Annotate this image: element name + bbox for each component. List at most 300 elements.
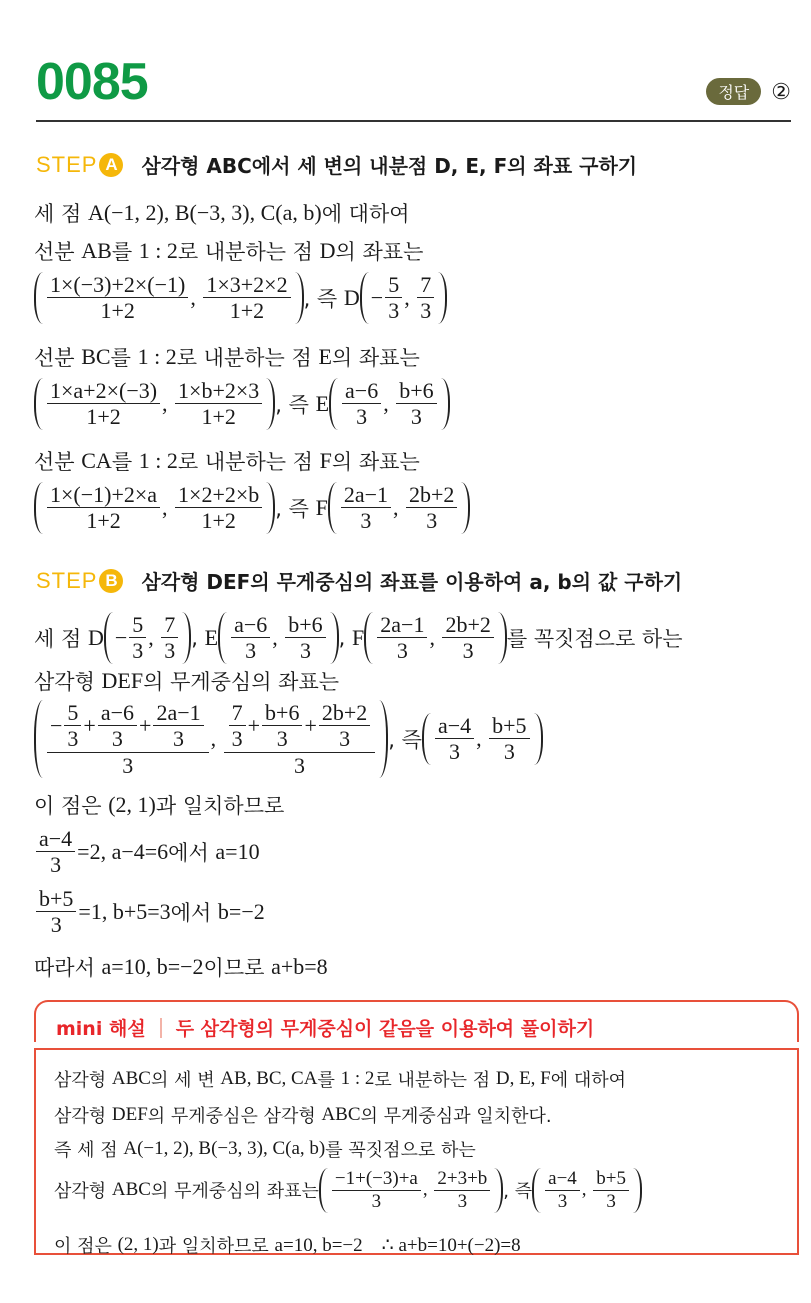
math-text: − [50, 713, 63, 739]
fraction [64, 700, 81, 752]
step-letter-badge: A [99, 153, 123, 177]
text: 삼각형 [54, 1070, 112, 1091]
fraction [47, 482, 160, 534]
math-text: E [315, 390, 330, 416]
numerator [47, 482, 160, 508]
paren-content [339, 482, 460, 534]
denominator [455, 1191, 471, 1213]
math-text: 1×a+2×(−3) [50, 378, 158, 403]
denominator [357, 508, 374, 533]
math-text: 5 [388, 272, 400, 297]
math-text: − [370, 284, 384, 310]
denominator [109, 726, 126, 751]
numerator [417, 272, 434, 298]
math-text: 5 [132, 612, 144, 637]
text: 세 점 [34, 626, 88, 651]
math-text: , [210, 725, 222, 751]
math-text: E [318, 344, 332, 369]
math-text: 3 [420, 298, 432, 324]
math-text: 5 [67, 700, 79, 725]
left-paren [34, 482, 43, 534]
left-paren [328, 482, 337, 534]
math-text: F [352, 624, 365, 650]
text-line [34, 482, 470, 534]
math-text: 3 [457, 1190, 468, 1212]
math-text: 3 [503, 739, 515, 765]
math-text: , [422, 1179, 433, 1201]
text: 에 대하여 [321, 202, 410, 226]
fraction [377, 612, 427, 664]
denominator [229, 726, 246, 751]
numerator [36, 886, 76, 912]
text: , 즉 [275, 392, 316, 417]
math-text: , [404, 284, 416, 310]
math-text: 2+3+b [437, 1168, 488, 1189]
fraction [36, 826, 75, 878]
text: 의 좌표는 [331, 346, 420, 370]
left-paren [34, 700, 43, 778]
step-label: STEP [36, 151, 98, 177]
denominator [161, 638, 178, 663]
math-text: ABC [321, 1104, 361, 1125]
denominator [227, 298, 267, 323]
text: 에서 [170, 900, 218, 925]
math-text: , [476, 725, 488, 751]
denominator [274, 726, 291, 751]
math-text: 1+2 [86, 404, 121, 430]
right-paren [438, 272, 447, 324]
text: 의 좌표는 [335, 240, 424, 264]
math-text: E [204, 624, 219, 650]
text-line [34, 446, 420, 476]
denominator [417, 298, 434, 323]
fraction [229, 700, 246, 752]
denominator [501, 739, 518, 764]
denominator [394, 638, 411, 663]
text: 로 내분하는 점 [177, 450, 320, 474]
parenthesized [364, 612, 507, 664]
math-text: −1+(−3)+a [334, 1168, 418, 1189]
right-paren [494, 1168, 503, 1213]
denominator [170, 726, 187, 751]
numerator [262, 700, 302, 726]
numerator [229, 700, 246, 726]
math-text: 3 [164, 638, 176, 664]
math-text: 1 : 2 [137, 344, 177, 369]
parenthesized [34, 378, 275, 430]
numerator [224, 700, 376, 753]
math-text: 2b+2 [445, 612, 491, 637]
numerator [377, 612, 427, 638]
fraction [175, 378, 262, 430]
denominator [353, 404, 370, 429]
math-text: DEF [101, 668, 144, 693]
fraction [435, 713, 474, 765]
math-text: 1 : 2 [340, 1068, 375, 1089]
numerator [36, 826, 75, 852]
math-text: a=10, b=−2 ∴ a+b=10+(−2)=8 [274, 1234, 521, 1256]
text: 과 일치하므로 [158, 1236, 275, 1257]
step-title: 삼각형 DEF의 무게중심의 좌표를 이용하여 a, b의 값 구하기 [141, 570, 683, 594]
fraction [203, 272, 290, 324]
text: 로 내분하는 점 [374, 1070, 496, 1091]
paren-content [115, 612, 180, 664]
math-text: 2b+2 [409, 482, 455, 507]
denominator [47, 852, 64, 877]
right-paren [266, 378, 275, 430]
step-b-heading [36, 566, 682, 595]
denominator [48, 912, 65, 937]
text-line [34, 700, 543, 778]
text: 과 일치하므로 [155, 794, 285, 818]
math-text: 3 [67, 726, 79, 752]
math-text: D [343, 284, 360, 310]
right-paren [295, 272, 304, 324]
text-line [34, 378, 450, 430]
text-line [54, 1136, 476, 1162]
math-text: 1+2 [86, 508, 121, 534]
math-text: , [162, 494, 174, 520]
text: 의 좌표는 [331, 450, 420, 474]
text: 의 무게중심과 일치한다. [360, 1106, 552, 1127]
math-text: + [83, 713, 96, 739]
math-text: − [114, 624, 128, 650]
math-text: b+6 [288, 612, 323, 637]
numerator [129, 612, 146, 638]
parenthesized [218, 612, 339, 664]
math-text: a−6 [100, 700, 135, 725]
denominator [385, 298, 402, 323]
fraction [332, 1168, 421, 1213]
fraction [341, 482, 391, 534]
text: 를 [111, 450, 139, 474]
text: 이 점은 [34, 794, 109, 818]
mini-header [56, 1014, 594, 1041]
numerator [593, 1168, 629, 1191]
denominator [242, 638, 259, 663]
math-text: AB, BC, CA [220, 1068, 318, 1089]
paren-content [330, 1168, 492, 1213]
math-text: (2, 1) [108, 792, 156, 817]
math-text: 3 [299, 638, 311, 664]
right-paren [441, 378, 450, 430]
left-paren [218, 612, 227, 664]
math-text: 1 : 2 [138, 448, 178, 473]
fraction [442, 612, 493, 664]
math-text: 2a−1 [343, 482, 389, 507]
numerator [175, 378, 262, 404]
math-text: A(−1, 2), B(−3, 3), C(a, b) [123, 1138, 326, 1159]
math-text: 2b+2 [321, 700, 368, 725]
text-line [34, 886, 265, 938]
math-text: 3 [426, 508, 438, 534]
math-text: 3 [339, 726, 351, 752]
math-text: 1×3+2×2 [206, 272, 288, 297]
fraction [593, 1168, 629, 1213]
right-paren [379, 700, 388, 778]
text: , [191, 625, 205, 650]
text: 를 [317, 1070, 341, 1091]
left-paren [360, 272, 369, 324]
text: 를 꼭짓점으로 하는 [506, 626, 683, 651]
math-text: 7 [164, 612, 176, 637]
math-text: + [247, 713, 261, 739]
math-text: F [319, 448, 332, 473]
math-text: 3 [111, 726, 123, 752]
right-paren [498, 612, 507, 664]
parenthesized [329, 378, 450, 430]
numerator [385, 272, 402, 298]
denominator [64, 726, 81, 751]
left-paren [532, 1168, 541, 1213]
parenthesized [360, 272, 447, 324]
text: 삼각형 [54, 1106, 112, 1127]
text-line [54, 1168, 642, 1213]
text-line [34, 826, 260, 878]
math-group [227, 700, 373, 752]
numerator [545, 1168, 580, 1191]
numerator [203, 272, 290, 298]
text-line [34, 790, 284, 820]
left-paren [329, 378, 338, 430]
left-paren [364, 612, 373, 664]
mini-separator [160, 1018, 162, 1038]
fraction [224, 700, 376, 778]
math-text: 7 [420, 272, 432, 297]
numerator [489, 713, 529, 739]
math-text: , [429, 624, 441, 650]
math-text: ABC [111, 1068, 151, 1089]
math-text: 3 [449, 739, 461, 765]
numerator [435, 713, 474, 739]
math-text: a−6 [345, 378, 379, 403]
parenthesized [34, 700, 388, 778]
math-text: a+b=8 [271, 954, 328, 979]
math-text: 3 [276, 726, 288, 752]
parenthesized [328, 482, 471, 534]
denominator [198, 508, 238, 533]
denominator [97, 298, 137, 323]
fraction [406, 482, 457, 534]
math-text: BC [81, 344, 111, 369]
left-paren [34, 272, 43, 324]
text: 즉 세 점 [54, 1140, 124, 1161]
text: , 즉 [275, 496, 316, 521]
denominator [297, 638, 314, 663]
right-paren [330, 612, 339, 664]
math-text: 3 [462, 638, 474, 664]
right-paren [266, 482, 275, 534]
numerator [332, 1168, 421, 1191]
math-text: b+5 [492, 713, 527, 739]
math-text: DEF [111, 1104, 148, 1125]
math-text: 3 [231, 726, 243, 752]
denominator [83, 508, 123, 533]
text-line [34, 612, 683, 664]
fraction [47, 378, 160, 430]
numerator [47, 700, 209, 753]
fraction [153, 700, 203, 752]
text: , 즉 [303, 286, 344, 311]
text-line [34, 666, 339, 696]
math-text: =2, a−4=6 [77, 838, 169, 864]
right-paren [633, 1168, 642, 1213]
paren-content [45, 378, 264, 430]
math-text: , [148, 624, 160, 650]
math-text: 3 [356, 404, 368, 430]
numerator [396, 378, 436, 404]
math-text: 3 [50, 912, 62, 938]
parenthesized [532, 1168, 642, 1213]
math-text: F [315, 494, 328, 520]
text: 로 내분하는 점 [177, 240, 320, 264]
math-text: 2a−1 [380, 612, 425, 637]
paren-content [433, 713, 532, 765]
math-text: , [162, 390, 174, 416]
math-text: , [393, 494, 405, 520]
text: 로 내분하는 점 [176, 346, 319, 370]
denominator [129, 638, 146, 663]
denominator [460, 638, 477, 663]
math-text: 1+2 [201, 508, 236, 534]
math-text: 1+2 [100, 298, 135, 324]
text-line [34, 198, 410, 228]
math-group [50, 700, 206, 752]
math-text: b+6 [265, 700, 300, 725]
numerator [47, 272, 188, 298]
fraction [98, 700, 137, 752]
math-text: , [383, 390, 395, 416]
right-paren [534, 713, 543, 765]
text: 따라서 [34, 956, 102, 980]
math-text: a−4 [548, 1168, 577, 1189]
text: 이므로 [203, 956, 272, 980]
paren-content [45, 272, 293, 324]
parenthesized [34, 272, 304, 324]
math-text: b+6 [399, 378, 434, 403]
math-text: =1, b+5=3 [78, 898, 171, 924]
math-text: 3 [245, 638, 257, 664]
numerator [153, 700, 203, 726]
paren-content [229, 612, 328, 664]
fraction [231, 612, 270, 664]
text: 의 세 변 [150, 1070, 221, 1091]
math-text: AB [81, 238, 112, 263]
numerator [285, 612, 325, 638]
left-paren [319, 1168, 328, 1213]
math-text: 1+2 [201, 404, 236, 430]
parenthesized [422, 713, 543, 765]
math-text: CA [81, 448, 112, 473]
math-text: 3 [173, 726, 185, 752]
math-text: 3 [371, 1190, 382, 1212]
math-text: ABC [111, 1179, 151, 1201]
numerator [47, 378, 160, 404]
mini-title: 두 삼각형의 무게중심이 같음을 이용하여 풀이하기 [175, 1018, 595, 1040]
right-paren [182, 612, 191, 664]
math-text: 3 [132, 638, 144, 664]
math-text: b=−2 [217, 898, 265, 924]
mini-body [34, 1048, 799, 1255]
left-paren [104, 612, 113, 664]
numerator [406, 482, 457, 508]
math-text: a−4 [39, 826, 73, 851]
math-text: 1×(−1)+2×a [50, 482, 158, 507]
numerator [231, 612, 270, 638]
math-text: 1×2+2×b [178, 482, 260, 507]
paren-content [340, 378, 439, 430]
fraction [385, 272, 402, 324]
paren-content [45, 482, 264, 534]
text: 삼각형 [34, 670, 102, 694]
text: 이 점은 [54, 1236, 118, 1257]
fraction [47, 272, 188, 324]
fraction [434, 1168, 490, 1213]
math-text: , [190, 284, 202, 310]
text: 삼각형 [54, 1181, 112, 1203]
text-line [34, 952, 328, 982]
text: 를 [110, 346, 138, 370]
fraction [262, 700, 302, 752]
math-text: b+5 [596, 1168, 627, 1189]
fraction [129, 612, 146, 664]
mini-label: mini 해설 [56, 1018, 146, 1040]
math-text: a=10 [215, 838, 260, 864]
step-letter-badge: B [99, 569, 123, 593]
fraction [489, 713, 529, 765]
denominator [83, 404, 123, 429]
text-line [54, 1102, 552, 1128]
numerator [64, 700, 81, 726]
text: , 즉 [388, 727, 422, 752]
math-text: 1 : 2 [138, 238, 178, 263]
math-text: 1×(−3)+2×(−1) [50, 272, 186, 297]
math-text: 7 [231, 700, 243, 725]
math-text: + [139, 713, 152, 739]
problem-number: 0085 [36, 53, 148, 111]
math-text: D, E, F [495, 1068, 551, 1089]
paren-content [371, 272, 436, 324]
math-text: a−6 [234, 612, 268, 637]
text: 세 점 [34, 202, 88, 226]
math-text: A(−1, 2), B(−3, 3), C(a, b) [87, 200, 322, 225]
math-text: b+5 [39, 886, 74, 911]
math-text: a=10, b=−2 [101, 954, 204, 979]
math-text: D [319, 238, 336, 263]
denominator [555, 1191, 571, 1213]
text: , 즉 [503, 1181, 533, 1203]
math-text: 3 [360, 508, 372, 534]
mini-explanation [34, 1000, 799, 1255]
left-paren [34, 378, 43, 430]
numerator [434, 1168, 490, 1191]
denominator [119, 753, 136, 778]
math-text: (2, 1) [117, 1234, 159, 1255]
paren-content [45, 700, 377, 778]
step-label: STEP [36, 567, 98, 593]
right-paren [461, 482, 470, 534]
text: 를 꼭짓점으로 하는 [325, 1140, 476, 1161]
math-text: a−4 [437, 713, 472, 739]
numerator [341, 482, 391, 508]
fraction [161, 612, 178, 664]
answer-value: ② [771, 78, 791, 104]
math-text: D [87, 624, 104, 650]
step-a-heading [36, 150, 637, 179]
fraction [285, 612, 325, 664]
text-line [54, 1232, 521, 1258]
step-title: 삼각형 ABC에서 세 변의 내분점 D, E, F의 좌표 구하기 [141, 154, 638, 178]
